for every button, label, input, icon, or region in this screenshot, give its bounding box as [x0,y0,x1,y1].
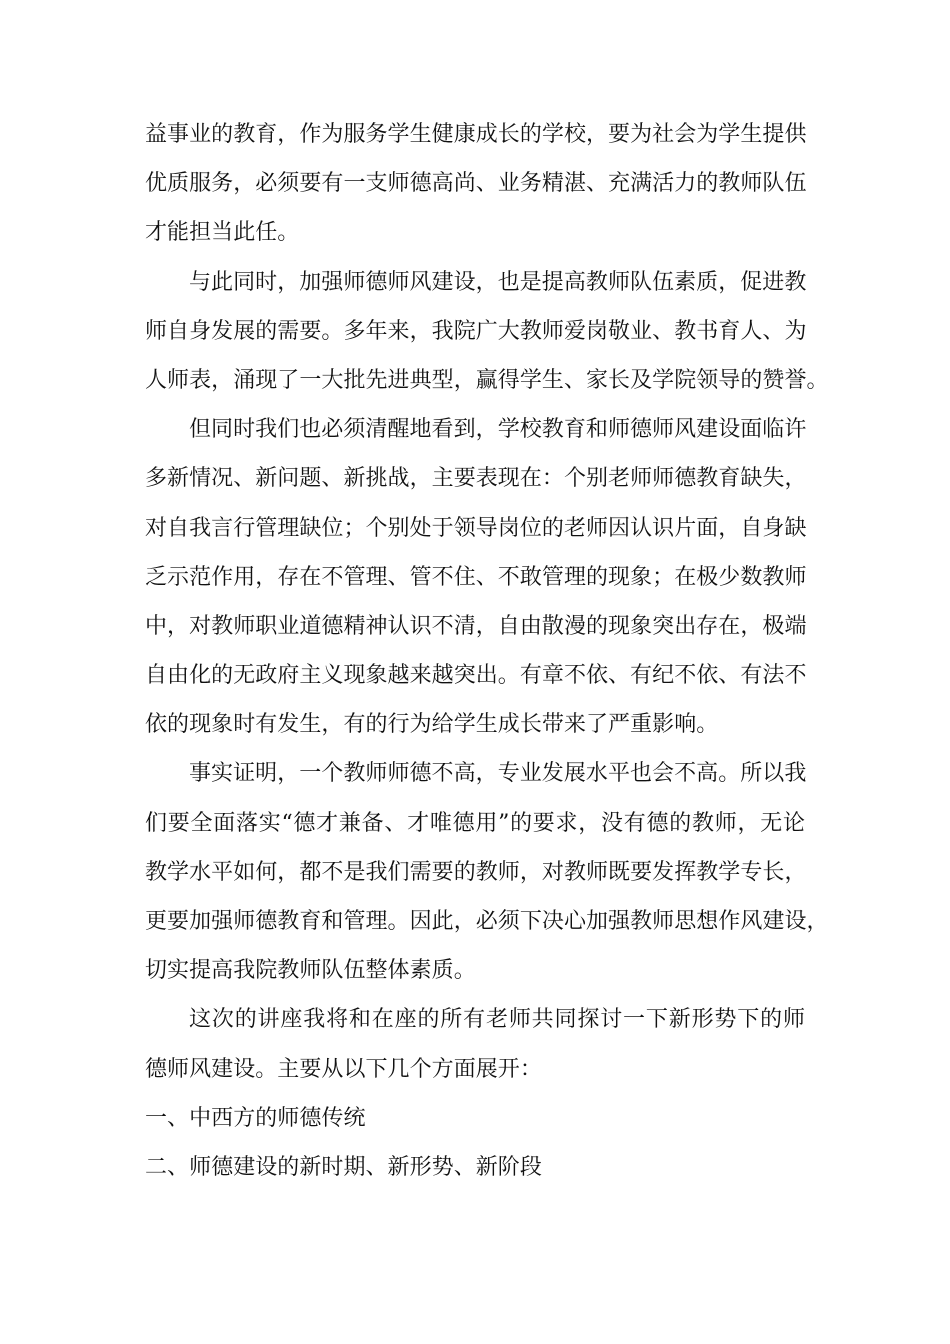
text-line: 乏示范作用，存在不管理、管不住、不敢管理的现象；在极少数教师 [145,564,807,590]
text-line: 切实提高我院教师队伍整体素质。 [145,958,476,984]
text-line: 自由化的无政府主义现象越来越突出。有章不依、有纪不依、有法不 [145,663,807,689]
text-line: 中，对教师职业道德精神认识不清，自由散漫的现象突出存在，极端 [145,613,807,639]
paragraph-start-line: 事实证明，一个教师师德不高，专业发展水平也会不高。所以我 [189,761,807,787]
text-line: 优质服务，必须要有一支师德高尚、业务精湛、充满活力的教师队伍 [145,171,807,197]
list-item: 一、中西方的师德传统 [145,1105,366,1131]
paragraph-start-line: 但同时我们也必须清醒地看到，学校教育和师德师风建设面临许 [189,417,807,443]
text-line: 们要全面落实“德才兼备、才唯德用”的要求，没有德的教师，无论 [145,810,805,836]
text-line: 才能担当此任。 [145,220,300,246]
document-body [145,110,829,1192]
paragraph-start-line: 与此同时，加强师德师风建设，也是提高教师队伍素质，促进教 [189,269,807,295]
text-line: 依的现象时有发生，有的行为给学生成长带来了严重影响。 [145,712,719,738]
text-line: 德师风建设。主要从以下几个方面展开： [145,1056,542,1082]
text-line: 益事业的教育，作为服务学生健康成长的学校，要为社会为学生提供 [145,122,807,147]
text-line: 人师表，涌现了一大批先进典型，赢得学生、家长及学院领导的赞誉。 [145,367,829,393]
text-line: 多新情况、新问题、新挑战，主要表现在：个别老师师德教育缺失， [145,466,807,492]
list-item: 二、师德建设的新时期、新形势、新阶段 [145,1154,542,1180]
text-line: 更要加强师德教育和管理。因此，必须下决心加强教师思想作风建设， [145,909,829,934]
paragraph-start-line: 这次的讲座我将和在座的所有老师共同探讨一下新形势下的师 [189,1007,805,1033]
text-line: 教学水平如何，都不是我们需要的教师，对教师既要发挥教学专长， [145,859,807,885]
text-line: 对自我言行管理缺位；个别处于领导岗位的老师因认识片面，自身缺 [145,515,807,541]
text-line: 师自身发展的需要。多年来，我院广大教师爱岗敬业、教书育人、为 [145,318,807,344]
